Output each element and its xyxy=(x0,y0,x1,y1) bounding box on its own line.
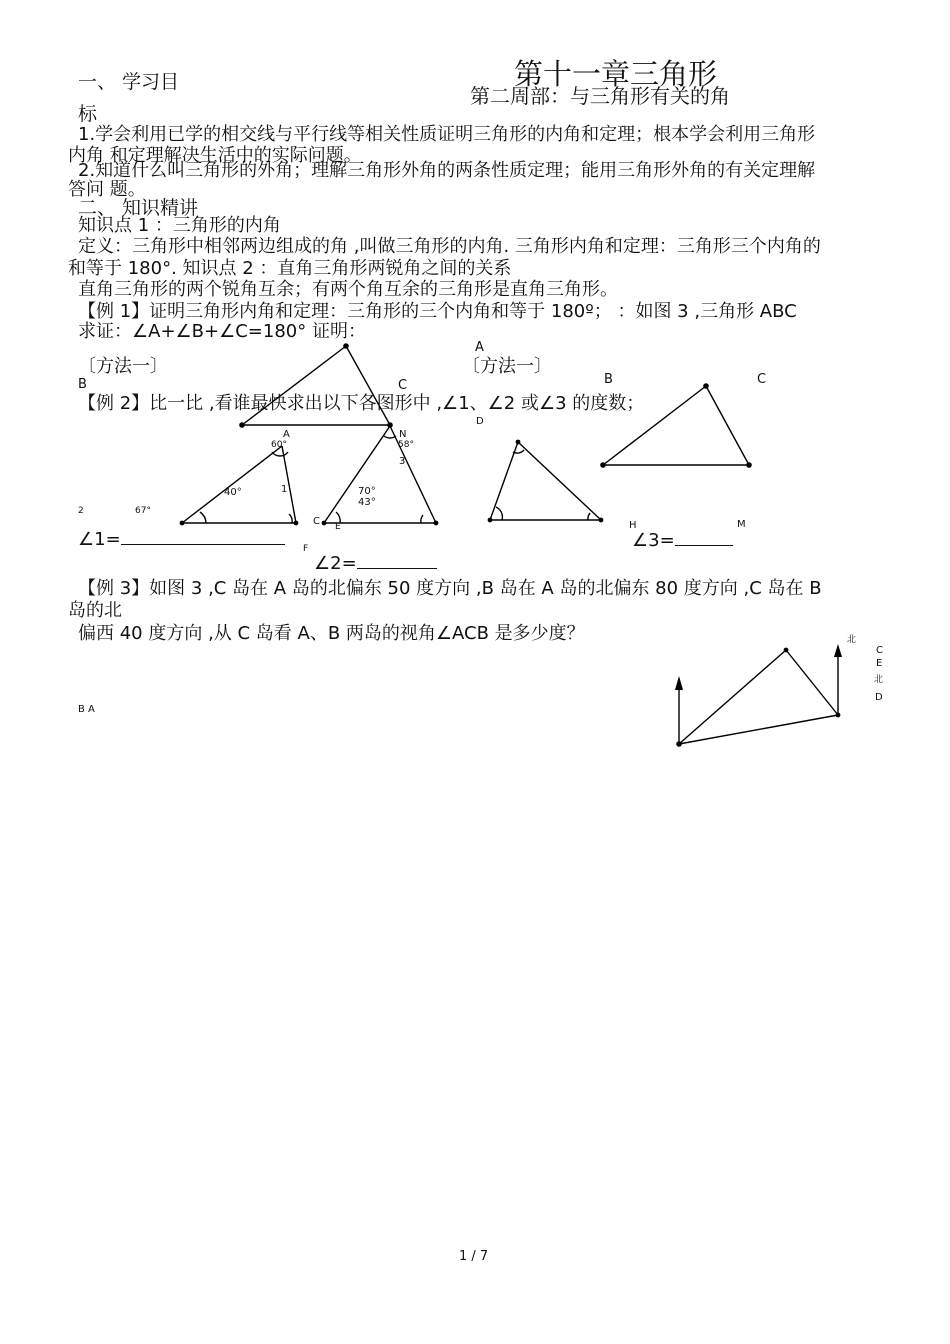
example1-right-label-b: B xyxy=(604,372,613,387)
ex3-label-north-2: 北 xyxy=(874,675,884,685)
example1-right-label-c: C xyxy=(757,372,767,387)
objective-1-line1: 1.学会利用已学的相交线与平行线等相关性质证明三角形的内角和定理；根本学会利用三角形 xyxy=(78,124,816,145)
definition-line1: 定义：三角形中相邻两边组成的角 ,叫做三角形的内角. 三角形内角和定理：三角形三个内角的 xyxy=(78,236,821,257)
page-number: 1 / 7 xyxy=(459,1249,489,1264)
example1-left-label-c: C xyxy=(398,378,408,393)
definition-line2: 和等于 180°. 知识点 2 ：直角三角形两锐角之间的关系 xyxy=(68,258,512,279)
example3-line1: 【例 3】如图 3 ,C 岛在 A 岛的北偏东 50 度方向 ,B 岛在 A 岛的北偏东 80 度方向 ,C 岛在 B xyxy=(78,578,822,599)
example1-left-label-b: B xyxy=(78,377,87,392)
angle1-answer: ∠1= xyxy=(78,530,285,551)
example3-island-figure xyxy=(679,650,838,744)
ex3-label-ba: B A xyxy=(78,704,95,715)
fig1-label-a: A xyxy=(283,429,290,440)
section1-heading-cont: 标 xyxy=(78,103,98,125)
ex3-label-c: C xyxy=(876,645,883,656)
example1-statement: 【例 1】证明三角形内角和定理：三角形的三个内角和等于 180º； ：如图 3 ,三角形 ABC xyxy=(78,301,797,322)
example1-method-left: 〔方法一〕 xyxy=(78,356,168,377)
example1-prove: 求证：∠A+∠B+∠C=180° 证明： xyxy=(78,321,366,342)
fig2-label-e: E xyxy=(335,522,341,532)
example3-line3: 偏西 40 度方向 ,从 C 岛看 A、B 两岛的视角∠ACB 是多少度？ xyxy=(78,623,585,644)
example1-method-right: 〔方法一〕 xyxy=(462,356,552,377)
fig2-58-angle: 58° xyxy=(398,440,414,450)
example2-figure3-triangle xyxy=(490,442,601,520)
fig2-70-angle: 70° xyxy=(358,486,376,497)
example2-figure2-triangle xyxy=(324,426,436,523)
angle3-answer: ∠3= xyxy=(632,531,733,552)
ex3-label-e: E xyxy=(876,658,883,669)
fig1-angle-1-label: 1 xyxy=(281,484,288,495)
fig2-43-angle: 43° xyxy=(358,497,376,508)
section2-heading: 二、 知识精讲 xyxy=(78,197,199,219)
right-triangle-property: 直角三角形的两个锐角互余；有两个角互余的三角形是直角三角形。 xyxy=(78,279,618,300)
ex3-label-d: D xyxy=(875,692,883,703)
angle2-answer-blank[interactable] xyxy=(357,568,437,569)
angle3-answer-blank[interactable] xyxy=(675,545,733,546)
fig1-label-f: F xyxy=(303,544,309,554)
fig3-label-h: H xyxy=(629,520,637,531)
angle1-answer-blank[interactable] xyxy=(121,544,285,545)
fig1-67-angle: 67° xyxy=(135,506,151,516)
fig2-label-n: N xyxy=(399,429,407,440)
example1-right-label-d: D xyxy=(476,416,484,427)
fig1-top-angle: 60° xyxy=(271,440,287,450)
objective-1-line2: 内角 和定理解决生活中的实际问题。 xyxy=(68,145,362,166)
fig1-angle-2-label: 2 xyxy=(78,506,84,516)
fig3-label-m: M xyxy=(737,519,746,530)
fig2-angle-3-label: 3 xyxy=(399,456,406,467)
example2-figure1-triangle xyxy=(182,446,296,523)
example2-statement: 【例 2】比一比 ,看谁最快求出以下各图形中 ,∠1、∠2 或∠3 的度数； xyxy=(78,393,645,414)
chapter-title: 第十一章三角形 xyxy=(514,57,718,91)
north-arrow-left-icon xyxy=(675,676,683,690)
north-arrow-right-icon xyxy=(834,644,842,657)
fig2-label-c: C xyxy=(313,516,320,527)
objective-2-line2: 答问 题。 xyxy=(68,179,146,200)
objective-2-line1: 2.知道什么叫三角形的外角；理解三角形外角的两条性质定理；能用三角形外角的有关定理解 xyxy=(78,160,816,181)
angle2-answer: ∠2= xyxy=(314,554,437,575)
section1-heading: 一、 学习目 xyxy=(78,71,180,93)
knowledge-point1-title: 知识点 1 ：三角形的内角 xyxy=(78,215,281,236)
ex3-label-north-1: 北 xyxy=(847,635,857,645)
chapter-subtitle: 第二周部：与三角形有关的角 xyxy=(470,84,730,108)
example1-right-label-a: A xyxy=(475,340,484,355)
example3-line2: 岛的北 xyxy=(68,600,122,621)
fig1-left-angle: 40° xyxy=(224,487,242,498)
